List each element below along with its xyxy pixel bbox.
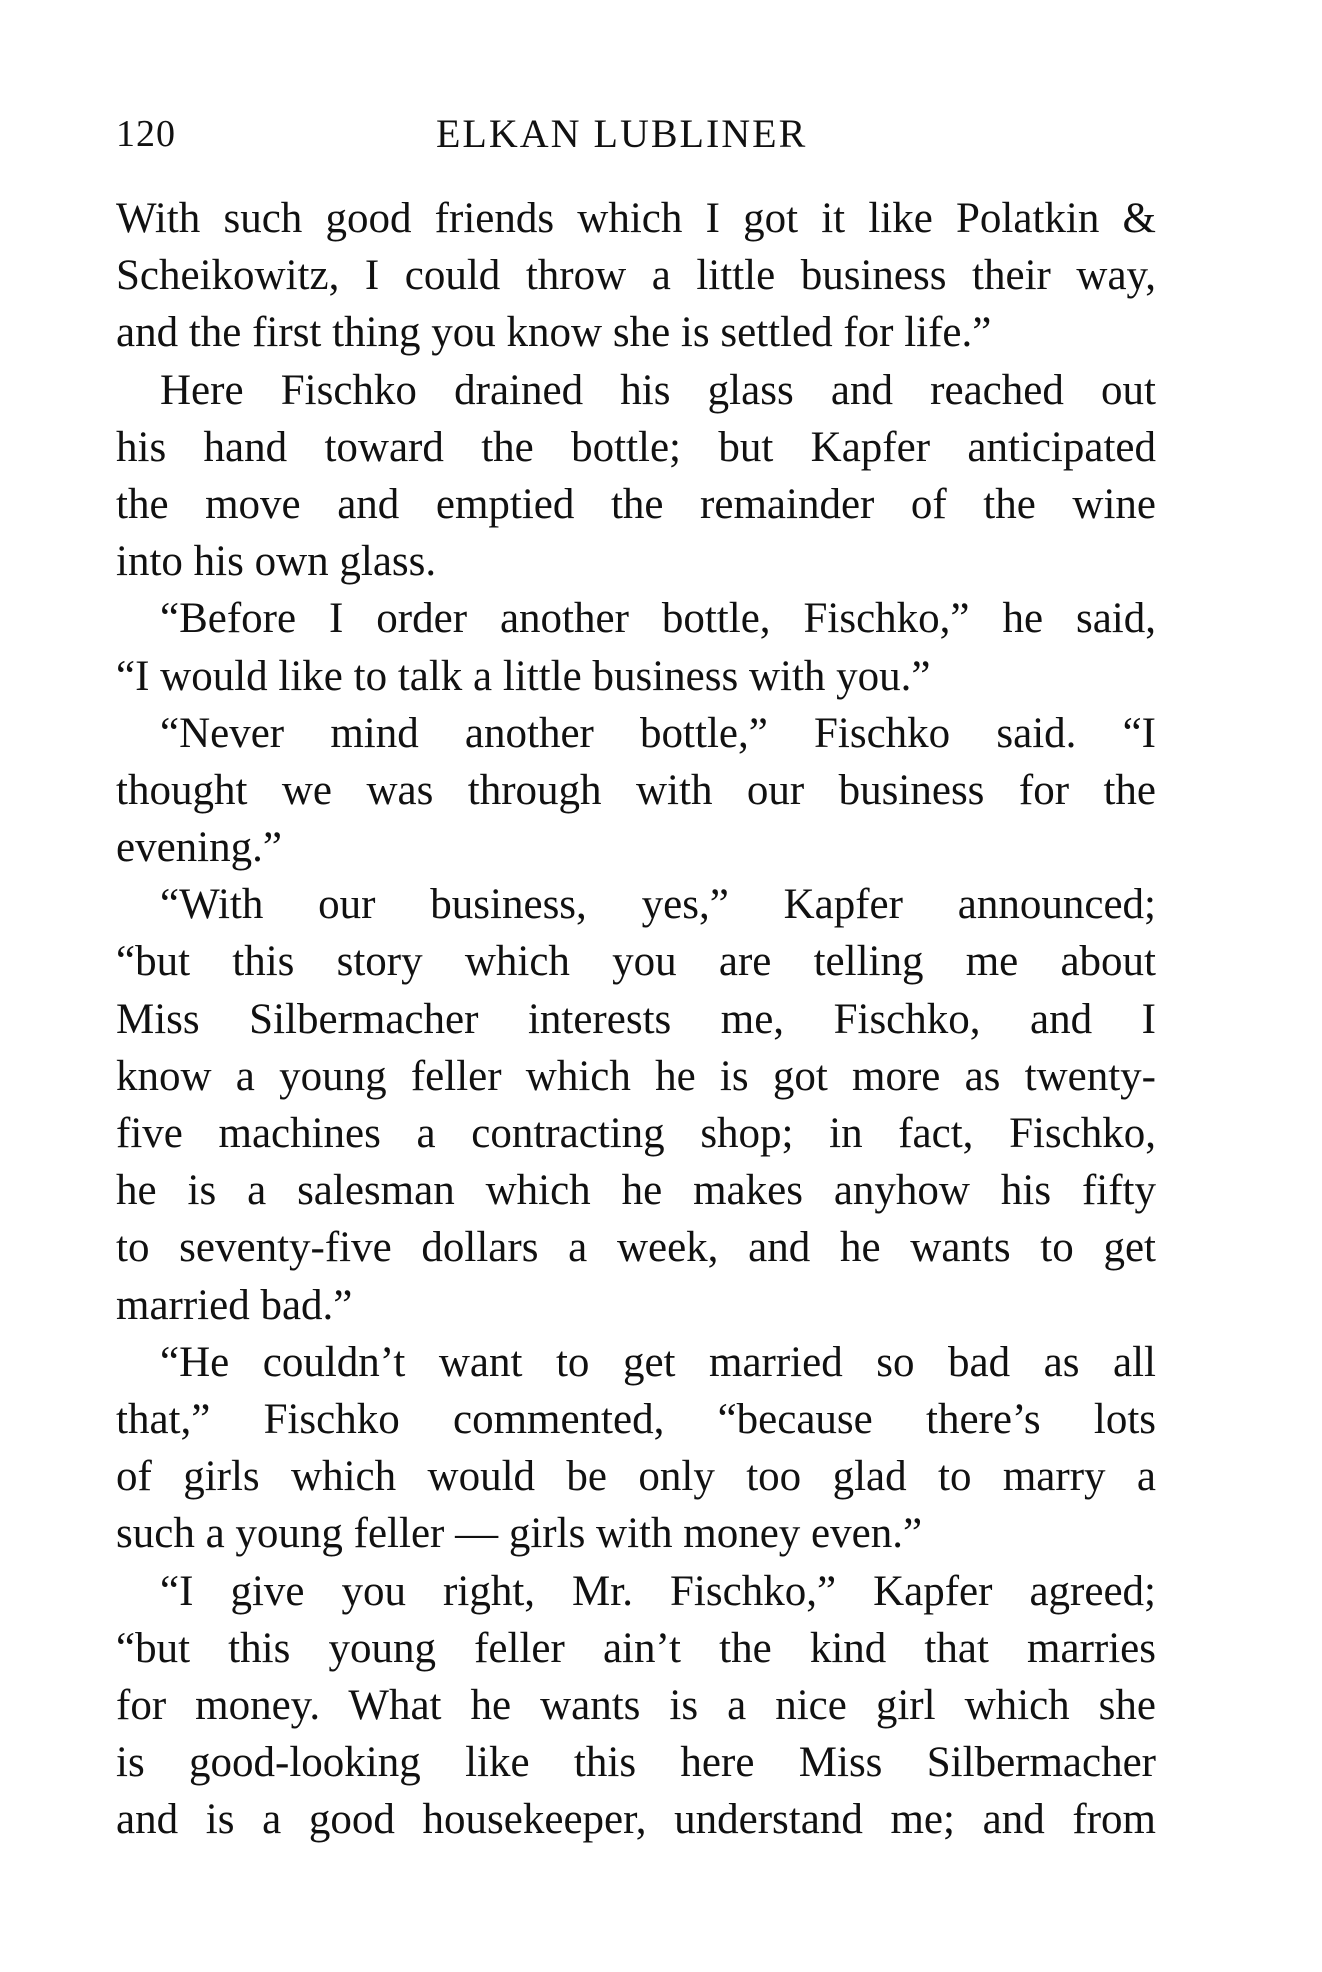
text-line: for money. What he wants is a nice girl which she [116, 1681, 1156, 1729]
text-line: Miss Silbermacher interests me, Fischko, and I [116, 995, 1156, 1043]
text-line: he is a salesman which he makes anyhow his fifty [116, 1167, 1156, 1215]
body-text [116, 190, 1156, 1848]
text-line: thought we was through with our business for the [116, 766, 1156, 814]
text-line: “I would like to talk a little business with you.” [116, 652, 931, 700]
text-line: of girls which would be only too glad to marry a [116, 1453, 1156, 1501]
text-line: married bad.” [116, 1281, 353, 1329]
running-head [116, 104, 1156, 164]
text-line: is good-looking like this here Miss Silbermacher [116, 1739, 1156, 1787]
page-number: 120 [116, 113, 176, 155]
text-line: “I give you right, Mr. Fischko,” Kapfer agreed; [160, 1567, 1156, 1615]
text-line: “He couldn’t want to get married so bad as all [160, 1338, 1156, 1386]
text-line: and is a good housekeeper, understand me; and from [116, 1796, 1156, 1844]
text-line: Here Fischko drained his glass and reached out [160, 366, 1156, 414]
text-line: Scheikowitz, I could throw a little business their way, [116, 252, 1156, 300]
text-line: that,” Fischko commented, “because there’s lots [116, 1395, 1156, 1443]
text-line: such a young feller — girls with money even.” [116, 1510, 923, 1558]
text-line: “With our business, yes,” Kapfer announced; [160, 881, 1156, 929]
text-line: five machines a contracting shop; in fact, Fischko, [116, 1110, 1156, 1157]
text-line: know a young feller which he is got more as twenty- [116, 1052, 1156, 1100]
text-line: “but this story which you are telling me about [116, 938, 1156, 986]
running-title: ELKAN LUBLINER [436, 111, 808, 156]
text-line: evening.” [116, 824, 282, 872]
text-line: “Never mind another bottle,” Fischko said. “I [160, 709, 1156, 757]
text-line: into his own glass. [116, 538, 437, 586]
text-line: his hand toward the bottle; but Kapfer anticipated [116, 423, 1156, 471]
text-line: to seventy-five dollars a week, and he wants to get [116, 1224, 1156, 1272]
text-line: the move and emptied the remainder of the wine [116, 480, 1156, 528]
text-line: and the first thing you know she is settled for life.” [116, 309, 992, 357]
text-line: “but this young feller ain’t the kind that marries [116, 1624, 1156, 1672]
text-line: With such good friends which I got it like Polatkin & [116, 195, 1156, 242]
text-line: “Before I order another bottle, Fischko,” he said, [160, 595, 1156, 643]
